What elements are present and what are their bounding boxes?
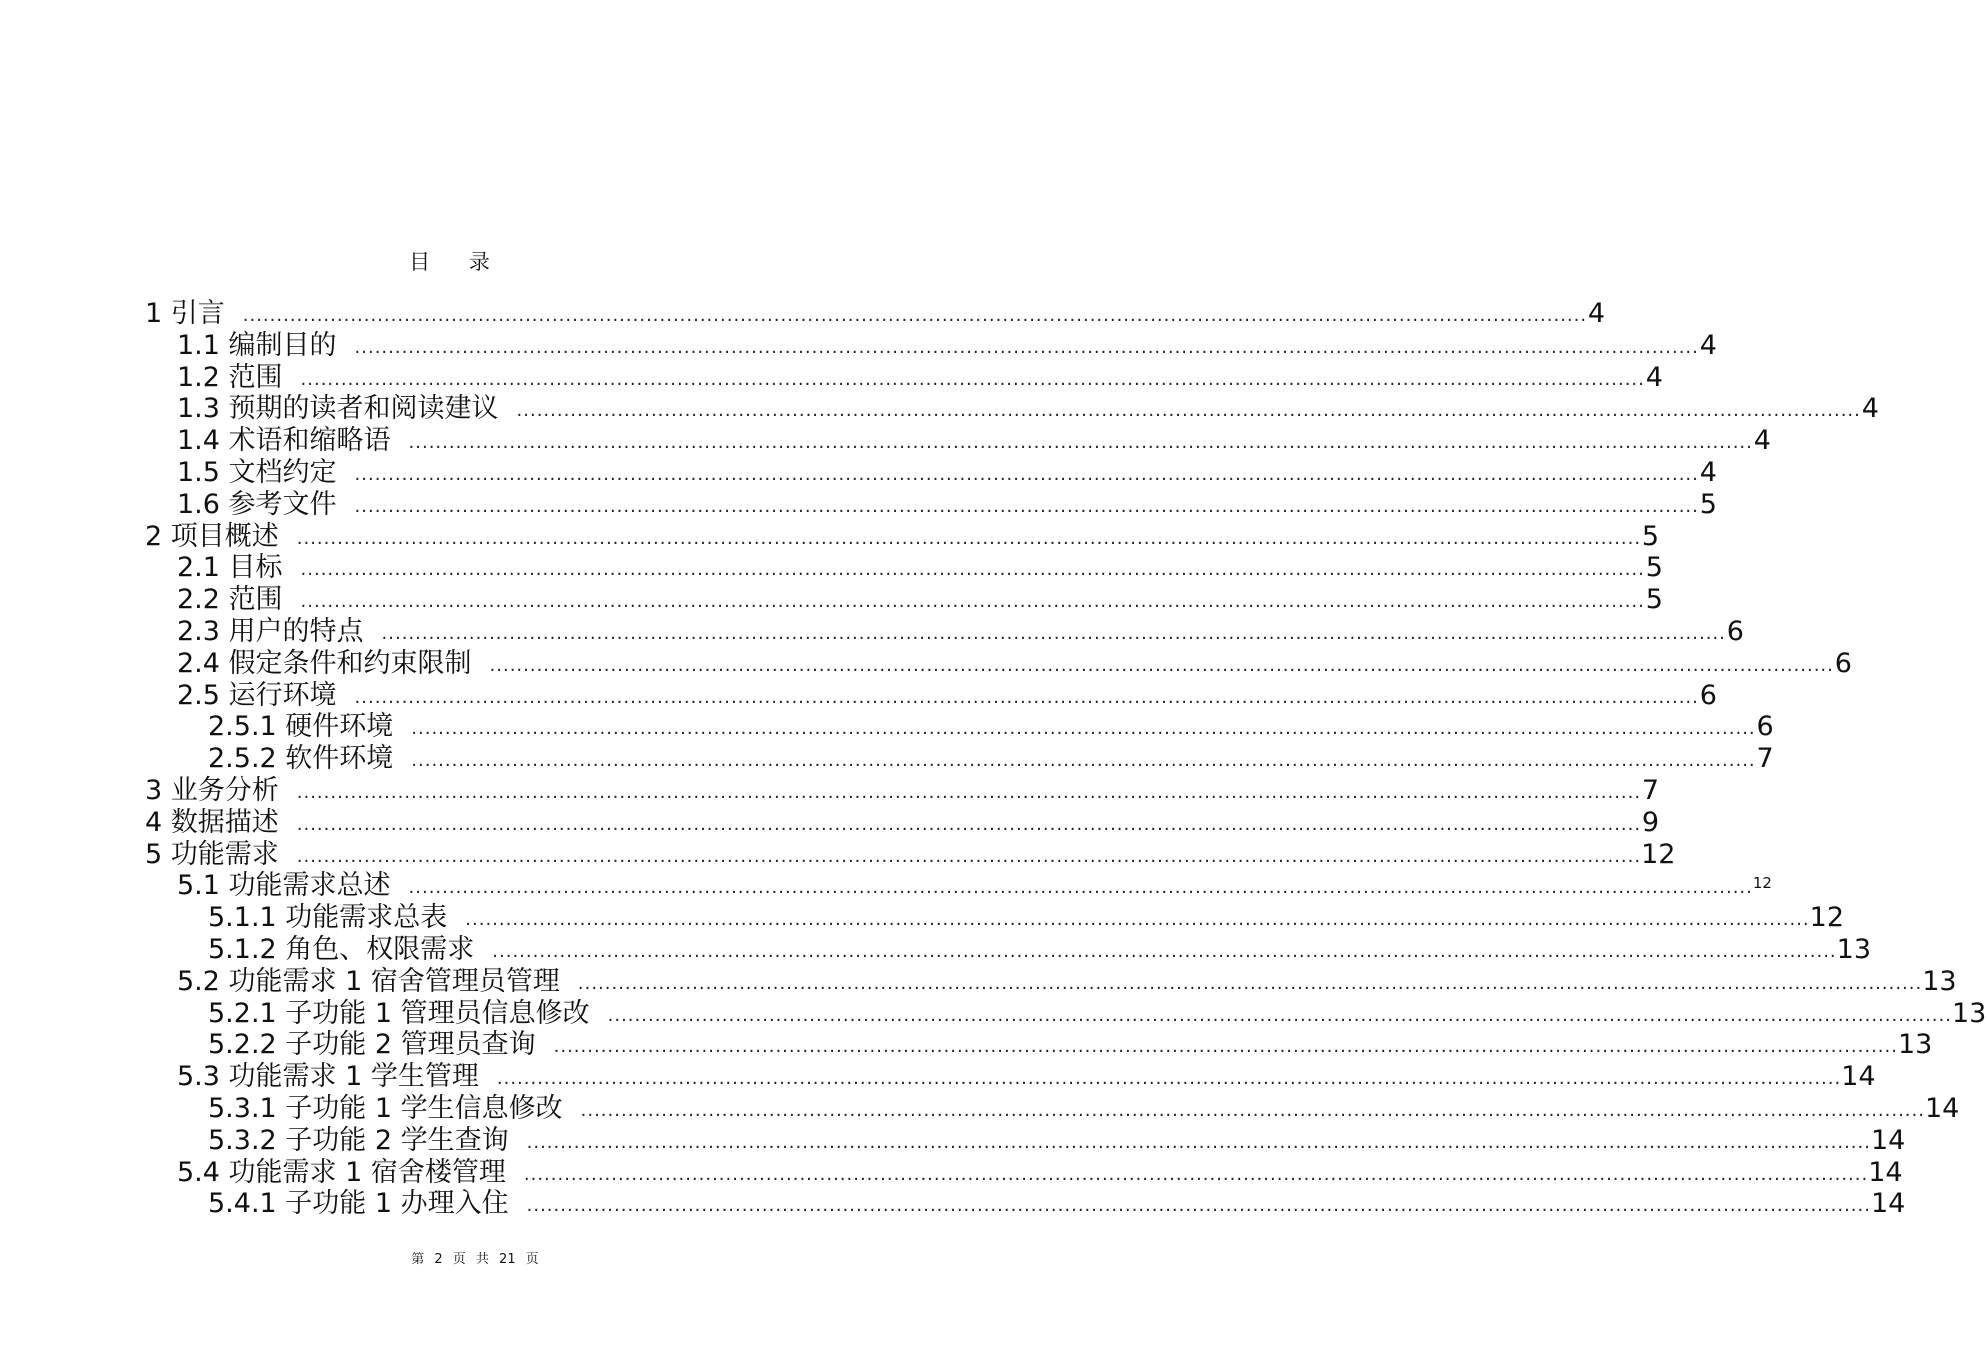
toc-dot-leader: ........................................................................................................................................................................................................ [300,559,1645,580]
toc-entry[interactable] [177,870,1772,902]
toc-entry-label: 3 业务分析 [145,775,279,806]
toc-entry-label: 5.4.1 子功能 1 办理入住 [208,1188,509,1219]
toc-entry-label: 2.1 目标 [177,552,283,583]
toc-entry[interactable] [177,648,1852,680]
toc-dot-leader: ........................................................................................................................................................................................................ [296,814,1642,835]
toc-entry-label: 2.3 用户的特点 [177,616,364,647]
toc-dot-leader: ........................................................................................................................................................................................................ [496,1068,1842,1089]
toc-dot-leader: ........................................................................................................................................................................................................ [553,1036,1898,1057]
toc-dot-leader: ........................................................................................................................................................................................................ [296,528,1642,549]
toc-entry-page-number: 14 [1841,1061,1876,1092]
toc-entry-page-number: 6 [1834,648,1852,679]
toc-entry-label: 2.5 运行环境 [177,680,337,711]
toc-entry-page-number: 4 [1587,298,1606,329]
toc-entry-label: 1.3 预期的读者和阅读建议 [177,393,499,424]
toc-entry-label: 1.5 文档约定 [177,457,337,488]
toc-entry-label: 5.2.2 子功能 2 管理员查询 [208,1029,536,1060]
toc-entry-label: 2.5.1 硬件环境 [208,711,394,742]
toc-entry[interactable] [177,966,1957,998]
toc-entry[interactable] [208,1093,1960,1125]
toc-entry[interactable] [177,457,1717,489]
toc-entry-label: 5.3.1 子功能 1 学生信息修改 [208,1093,563,1124]
toc-dot-leader: ........................................................................................................................................................................................................ [300,369,1645,390]
toc-entry-page-number: 12 [1641,839,1676,870]
toc-entry-label: 5.2.1 子功能 1 管理员信息修改 [208,998,590,1029]
toc-entry[interactable] [208,1125,1906,1157]
toc-entry-page-number: 4 [1753,425,1771,456]
toc-entry[interactable] [145,298,1606,330]
toc-dot-leader: ........................................................................................................................................................................................................ [526,1195,1871,1216]
toc-entry[interactable] [145,775,1660,807]
toc-entry-label: 4 数据描述 [145,807,279,838]
toc-entry-page-number: 5 [1699,489,1717,520]
toc-entry-page-number: 13 [1922,966,1957,997]
toc-entry[interactable] [177,552,1663,584]
toc-entry[interactable] [177,362,1663,394]
toc-entry-page-number: 7 [1641,775,1660,806]
toc-entry-label: 5.2 功能需求 1 宿舍管理员管理 [177,966,560,997]
toc-entry-page-number: 9 [1641,807,1660,838]
toc-entry-page-number: 5 [1645,584,1663,615]
toc-dot-leader: ........................................................................................................................................................................................................ [354,337,1699,358]
toc-dot-leader: ........................................................................................................................................................................................................ [577,973,1923,994]
toc-entry-page-number: 13 [1951,998,1986,1029]
toc-dot-leader: ........................................................................................................................................................................................................ [381,623,1726,644]
toc-entry-page-number: 6 [1756,711,1774,742]
toc-dot-leader: ........................................................................................................................................................................................................ [465,909,1810,930]
toc-dot-leader: ........................................................................................................................................................................................................ [354,464,1699,485]
toc-dot-leader: ........................................................................................................................................................................................................ [354,496,1699,517]
toc-entry[interactable] [145,521,1660,553]
toc-entry-label: 5 功能需求 [145,839,279,870]
toc-entry-page-number: 4 [1699,330,1717,361]
toc-entry[interactable] [145,807,1660,839]
toc-entry-label: 5.3.2 子功能 2 学生查询 [208,1125,509,1156]
toc-dot-leader: ........................................................................................................................................................................................................ [408,877,1753,898]
toc-entry[interactable] [177,393,1879,425]
toc-entry[interactable] [177,425,1771,457]
toc-entry-label: 1 引言 [145,298,225,329]
toc-entry[interactable] [208,1029,1933,1061]
toc-entry-page-number: 5 [1645,552,1663,583]
toc-entry[interactable] [145,839,1676,871]
toc-dot-leader: ........................................................................................................................................................................................................ [492,941,1837,962]
toc-entry-page-number: 13 [1836,934,1871,965]
toc-entry-label: 1.1 编制目的 [177,330,337,361]
toc-entry-label: 1.6 参考文件 [177,489,337,520]
toc-entry[interactable] [177,616,1744,648]
toc-dot-leader: ........................................................................................................................................................................................................ [411,718,1756,739]
toc-entry-label: 2.4 假定条件和约束限制 [177,648,472,679]
toc-entry-label: 5.1.1 功能需求总表 [208,902,448,933]
toc-entry[interactable] [177,584,1663,616]
toc-entry-label: 1.4 术语和缩略语 [177,425,391,456]
toc-dot-leader: ........................................................................................................................................................................................................ [354,687,1699,708]
toc-dot-leader: ........................................................................................................................................................................................................ [526,1132,1871,1153]
toc-entry-label: 2 项目概述 [145,521,279,552]
toc-entry[interactable] [208,1188,1906,1220]
toc-dot-leader: ........................................................................................................................................................................................................ [523,1164,1869,1185]
toc-entry[interactable] [177,680,1717,712]
toc-dot-leader: ........................................................................................................................................................................................................ [489,655,1834,676]
toc-entry-page-number: 13 [1897,1029,1933,1060]
toc-entry[interactable] [208,934,1871,966]
toc-entry-page-number: 5 [1641,521,1660,552]
toc-entry-page-number: 14 [1870,1188,1906,1219]
toc-entry[interactable] [208,743,1774,775]
toc-entry-page-number: 12 [1752,874,1772,892]
toc-entry[interactable] [177,1061,1876,1093]
toc-entry-page-number: 14 [1924,1093,1960,1124]
toc-entry-page-number: 4 [1645,362,1663,393]
toc-dot-leader: ........................................................................................................................................................................................................ [296,782,1642,803]
toc-dot-leader: ........................................................................................................................................................................................................ [607,1005,1952,1026]
toc-dot-leader: ........................................................................................................................................................................................................ [580,1100,1925,1121]
toc-entry[interactable] [177,330,1717,362]
toc-dot-leader: ........................................................................................................................................................................................................ [411,750,1756,771]
toc-entry[interactable] [177,1157,1903,1189]
toc-entry-page-number: 12 [1809,902,1844,933]
toc-dot-leader: ........................................................................................................................................................................................................ [242,305,1588,326]
toc-entry-label: 5.4 功能需求 1 宿舍楼管理 [177,1157,506,1188]
toc-entry-page-number: 14 [1870,1125,1906,1156]
toc-entry-page-number: 4 [1861,393,1879,424]
toc-entry[interactable] [208,902,1844,934]
toc-entry-label: 5.1.2 角色、权限需求 [208,934,475,965]
toc-entry-label: 2.5.2 软件环境 [208,743,394,774]
toc-entry[interactable] [208,711,1774,743]
toc-entry-page-number: 4 [1699,457,1717,488]
toc-entry[interactable] [177,489,1717,521]
toc-dot-leader: ........................................................................................................................................................................................................ [408,432,1753,453]
toc-entry-label: 2.2 范围 [177,584,283,615]
toc-entry-label: 5.3 功能需求 1 学生管理 [177,1061,479,1092]
page-footer: 第 2 页 共 21 页 [411,1252,539,1267]
toc-dot-leader: ........................................................................................................................................................................................................ [516,400,1861,421]
toc-entry-page-number: 7 [1756,743,1774,774]
toc-dot-leader: ........................................................................................................................................................................................................ [296,846,1642,867]
toc-entry-page-number: 14 [1868,1157,1903,1188]
toc-entry-label: 5.1 功能需求总述 [177,870,391,901]
page-title: 目 录 [409,250,506,274]
toc-dot-leader: ........................................................................................................................................................................................................ [300,591,1645,612]
toc-entry[interactable] [208,998,1986,1030]
toc-entry-page-number: 6 [1699,680,1717,711]
toc-entry-page-number: 6 [1726,616,1744,647]
toc-entry-label: 1.2 范围 [177,362,283,393]
